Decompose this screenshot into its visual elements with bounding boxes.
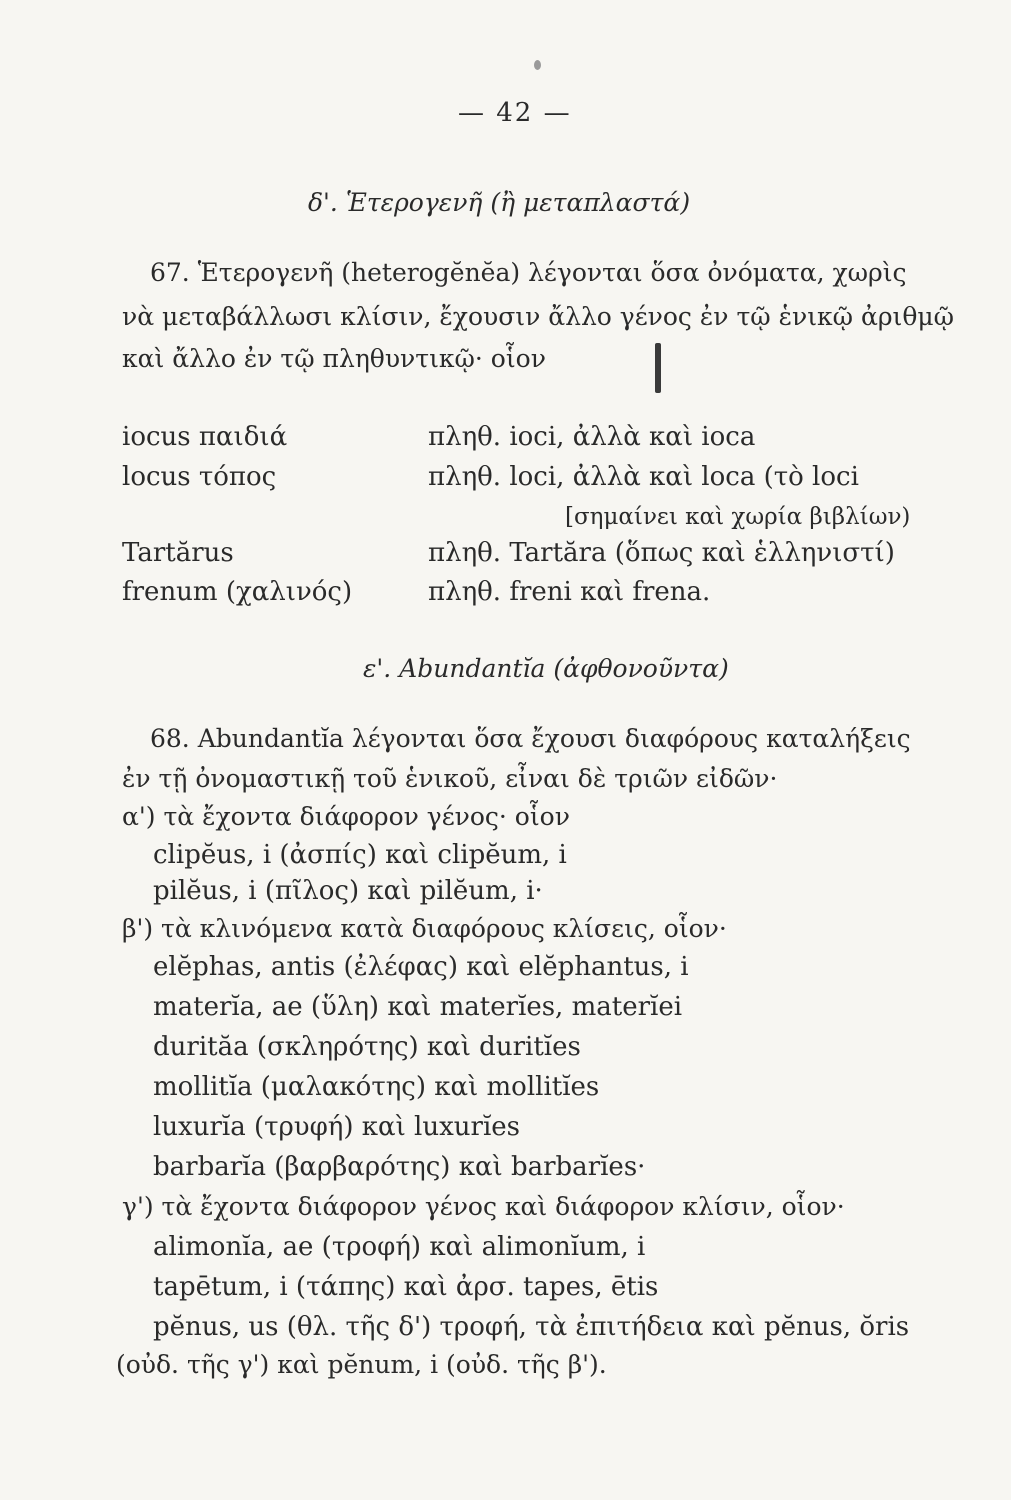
section-e-line-12: barbarĭa (βαρβαρότης) καὶ barbarĭes· [153, 1152, 646, 1182]
example-left-5: frenum (χαλινός) [122, 577, 353, 607]
section-e-line-1: 68. Abundantĭa λέγονται ὅσα ἔχουσι διαφόρους καταλήξεις [150, 724, 911, 753]
paper-speck [534, 60, 541, 70]
section-e-line-11: luxurĭa (τρυφή) καὶ luxurĭes [153, 1112, 520, 1142]
section-e-line-2: ἐν τῇ ὀνομαστικῇ τοῦ ἑνικοῦ, εἶναι δὲ τριῶν εἰδῶν· [122, 764, 778, 793]
section-e-line-13: γ') τὰ ἔχοντα διάφορον γένος καὶ διάφορον κλίσιν, οἷον· [122, 1192, 845, 1221]
paragraph-67-line-3: καὶ ἄλλο ἐν τῷ πληθυντικῷ· οἷον [122, 344, 546, 373]
example-right-3: [σημαίνει καὶ χωρία βιβλίων) [565, 504, 911, 530]
section-e-line-16: pĕnus, us (θλ. τῆς δ') τροφή, τὰ ἐπιτήδεια καὶ pĕnus, ŏris [153, 1312, 910, 1342]
section-heading-d: δ'. Ἑτερογενῆ (ἢ μεταπλαστά) [308, 188, 691, 217]
paragraph-67-line-1: 67. Ἑτερογενῆ (heterogĕnĕa) λέγονται ὅσα ὀνόματα, χωρὶς [150, 258, 907, 287]
example-right-2: πληθ. loci, ἀλλὰ καὶ loca (τὸ loci [428, 462, 859, 492]
section-heading-e: ε'. Abundantĭa (ἀφθονοῦντα) [363, 654, 729, 683]
example-right-4: πληθ. Tartăra (ὅπως καὶ ἑλληνιστί) [428, 538, 895, 568]
section-e-line-14: alimonĭa, ae (τροφή) καὶ alimonĭum, i [153, 1232, 646, 1262]
page-number: — 42 — [458, 98, 572, 128]
section-e-line-15: tapētum, i (τάπης) καὶ ἀρσ. tapes, ētis [153, 1272, 659, 1302]
example-right-1: πληθ. ioci, ἀλλὰ καὶ ioca [428, 422, 756, 452]
section-e-line-6: β') τὰ κλινόμενα κατὰ διαφόρους κλίσεις, οἷον· [122, 914, 727, 943]
example-right-5: πληθ. freni καὶ frena. [428, 577, 711, 607]
section-e-line-3: α') τὰ ἔχοντα διάφορον γένος· οἷον [122, 802, 570, 831]
example-left-1: iocus παιδιά [122, 422, 288, 452]
section-e-line-17: (οὐδ. τῆς γ') καὶ pĕnum, i (οὐδ. τῆς β'). [116, 1350, 607, 1379]
section-e-line-9: durităa (σκληρότης) καὶ duritĭes [153, 1032, 581, 1062]
section-e-line-5: pilĕus, i (πῖλος) καὶ pilĕum, i· [153, 876, 543, 906]
example-left-2: locus τόπος [122, 462, 277, 492]
section-e-line-8: materĭa, ae (ὕλη) καὶ materĭes, materĭei [153, 992, 683, 1022]
section-e-line-7: elĕphas, antis (ἐλέφας) καὶ elĕphantus, i [153, 952, 689, 982]
paragraph-67-line-2: νὰ μεταβάλλωσι κλίσιν, ἔχουσιν ἄλλο γένος ἐν τῷ ἑνικῷ ἀριθμῷ [122, 302, 955, 331]
ink-blot [655, 343, 661, 393]
section-e-line-10: mollitĭa (μαλακότης) καὶ mollitĭes [153, 1072, 600, 1102]
example-left-4: Tartărus [122, 538, 234, 568]
section-e-line-4: clipĕus, i (ἀσπίς) καὶ clipĕum, i [153, 840, 567, 870]
